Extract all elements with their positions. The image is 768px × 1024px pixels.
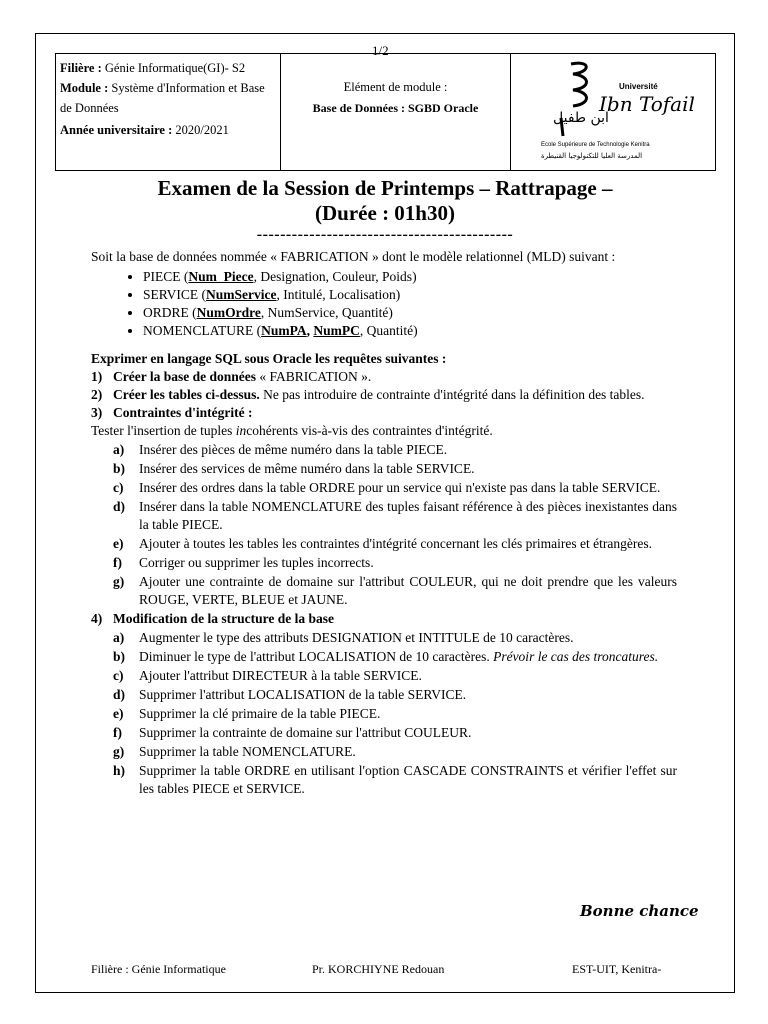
- sub-question: [91, 705, 677, 723]
- sub-question-letter: b): [113, 461, 126, 476]
- footer-center: Pr. KORCHIYNE Redouan: [312, 962, 445, 976]
- sub-question-text: Insérer des pièces de même numéro dans la table PIECE.: [139, 442, 448, 457]
- mld-item: • PIECE (Num_Piece, Designation, Couleur, Poids): [143, 268, 677, 286]
- sub-question-text: Supprimer l'attribut LOCALISATION de la table SERVICE.: [139, 687, 467, 702]
- sub-question: [91, 629, 677, 647]
- sub-question-text: Corriger ou supprimer les tuples incorrects.: [139, 555, 374, 570]
- mld-list: [91, 268, 677, 340]
- sub-question-text: Supprimer la clé primaire de la table PIECE.: [139, 706, 381, 721]
- sub-question-text: Supprimer la table ORDRE en utilisant l'option CASCADE CONSTRAINTS et vérifier l'effet sur les tables PIECE et SERVICE.: [139, 763, 677, 796]
- sub-question-text: Insérer dans la table NOMENCLATURE des tuples faisant référence à des pièces inexistantes dans la table PIECE.: [139, 499, 677, 532]
- exam-content: [91, 248, 677, 798]
- sub-question: [91, 460, 677, 478]
- sub-question: [91, 554, 677, 572]
- mld-item: • NOMENCLATURE (NumPA, NumPC, Quantité): [143, 322, 677, 340]
- sub-question-text: Ajouter l'attribut DIRECTEUR à la table SERVICE.: [139, 668, 422, 683]
- sub-question: [91, 441, 677, 459]
- sub-question-text: Ajouter une contrainte de domaine sur l'attribut COULEUR, qui ne doit prendre que les valeurs ROUGE, VERTE, BLEUE et JAUNE.: [139, 574, 677, 607]
- sub-question-letter: g): [113, 574, 125, 589]
- question-4: 4) Modification de la structure de la base: [91, 611, 334, 626]
- page-number: 1/2: [372, 43, 389, 58]
- footer-left: Filière : Génie Informatique: [91, 962, 226, 976]
- sub-question-text: Insérer des ordres dans la table ORDRE pour un service qui n'existe pas dans la table SERVICE.: [139, 480, 661, 495]
- sub-question: [91, 498, 677, 534]
- sub-question-letter: f): [113, 555, 122, 570]
- sub-question: [91, 743, 677, 761]
- footer-right: EST-UIT, Kenitra-: [572, 962, 662, 976]
- sub-question-text: Diminuer le type de l'attribut LOCALISATION de 10 caractères.: [139, 649, 494, 664]
- intro-text: Soit la base de données nommée « FABRICATION » dont le modèle relationnel (MLD) suivant :: [91, 249, 616, 264]
- sub-question-letter: a): [113, 442, 125, 457]
- sub-question: [91, 535, 677, 553]
- header-element-cell: [281, 54, 511, 170]
- question-2: 2) Créer les tables ci-dessus. Ne pas introduire de contrainte d'intégrité dans la définition des tables.: [91, 387, 645, 402]
- sub-question-letter: e): [113, 706, 124, 721]
- sub-question-text: Supprimer la contrainte de domaine sur l'attribut COULEUR.: [139, 725, 472, 740]
- mld-item: • SERVICE (NumService, Intitulé, Localisation): [143, 286, 677, 304]
- sub-question-letter: e): [113, 536, 124, 551]
- question-4-items: [91, 629, 677, 798]
- question-3: 3) Contraintes d'intégrité :: [91, 405, 253, 420]
- sub-question-italic: Prévoir le cas des troncatures.: [493, 649, 659, 664]
- exam-title: Examen de la Session de Printemps – Rattrapage –: [157, 176, 613, 200]
- title-separator: --------------------------------------------: [256, 226, 514, 243]
- module-line: Module : Système d'Information et Base de Données: [60, 81, 265, 115]
- sub-question: [91, 724, 677, 742]
- annee-line: Année universitaire : 2020/2021: [60, 123, 229, 137]
- logo-name: Ibn Tofail: [599, 92, 695, 116]
- sub-question-text: Insérer des services de même numéro dans la table SERVICE.: [139, 461, 475, 476]
- element-label: Elément de module :: [343, 80, 448, 94]
- question-1: 1) Créer la base de données « FABRICATION ».: [91, 369, 372, 384]
- sub-question: [91, 667, 677, 685]
- logo-school-ar: المدرسة العليا للتكنولوجيا القنيطرة: [541, 152, 643, 160]
- question-3-intro: Tester l'insertion de tuples incohérents vis-à-vis des contraintes d'intégrité.: [91, 423, 493, 438]
- sub-question-letter: d): [113, 499, 126, 514]
- sub-question: [91, 648, 677, 666]
- logo-universite: Université: [619, 82, 658, 91]
- question-3-items: [91, 441, 677, 609]
- header-table: [55, 53, 716, 171]
- instruction-text: Exprimer en langage SQL sous Oracle les requêtes suivantes :: [91, 351, 447, 366]
- sub-question-letter: g): [113, 744, 125, 759]
- sub-question-letter: a): [113, 630, 125, 645]
- sub-question-letter: f): [113, 725, 122, 740]
- sub-question: [91, 686, 677, 704]
- sub-question-letter: c): [113, 480, 124, 495]
- sub-question-letter: d): [113, 687, 126, 702]
- header-info-cell: [56, 54, 281, 170]
- sub-question-letter: h): [113, 763, 126, 778]
- sub-question-text: Ajouter à toutes les tables les contraintes d'intégrité concernant les clés primaires et étrangères.: [139, 536, 652, 551]
- logo-arabic: ابن طفيل: [553, 110, 609, 126]
- sub-question-letter: b): [113, 649, 126, 664]
- sub-question-text: Supprimer la table NOMENCLATURE.: [139, 744, 356, 759]
- sub-question: [91, 479, 677, 497]
- sub-question: [91, 762, 677, 798]
- closing-text: Bonne chance: [580, 902, 699, 920]
- header-logo-cell: [511, 54, 715, 170]
- sub-question-letter: c): [113, 668, 124, 683]
- logo-school-fr: Ecole Supérieure de Technologie Kenitra: [541, 142, 650, 148]
- mld-item: • ORDRE (NumOrdre, NumService, Quantité): [143, 304, 677, 322]
- sub-question-text: Augmenter le type des attributs DESIGNATION et INTITULE de 10 caractères.: [139, 630, 574, 645]
- sub-question: [91, 573, 677, 609]
- element-value: Base de Données : SGBD Oracle: [312, 101, 479, 115]
- filiere-line: Filière : Génie Informatique(GI)- S2: [60, 61, 246, 75]
- exam-duration: (Durée : 01h30): [315, 201, 455, 225]
